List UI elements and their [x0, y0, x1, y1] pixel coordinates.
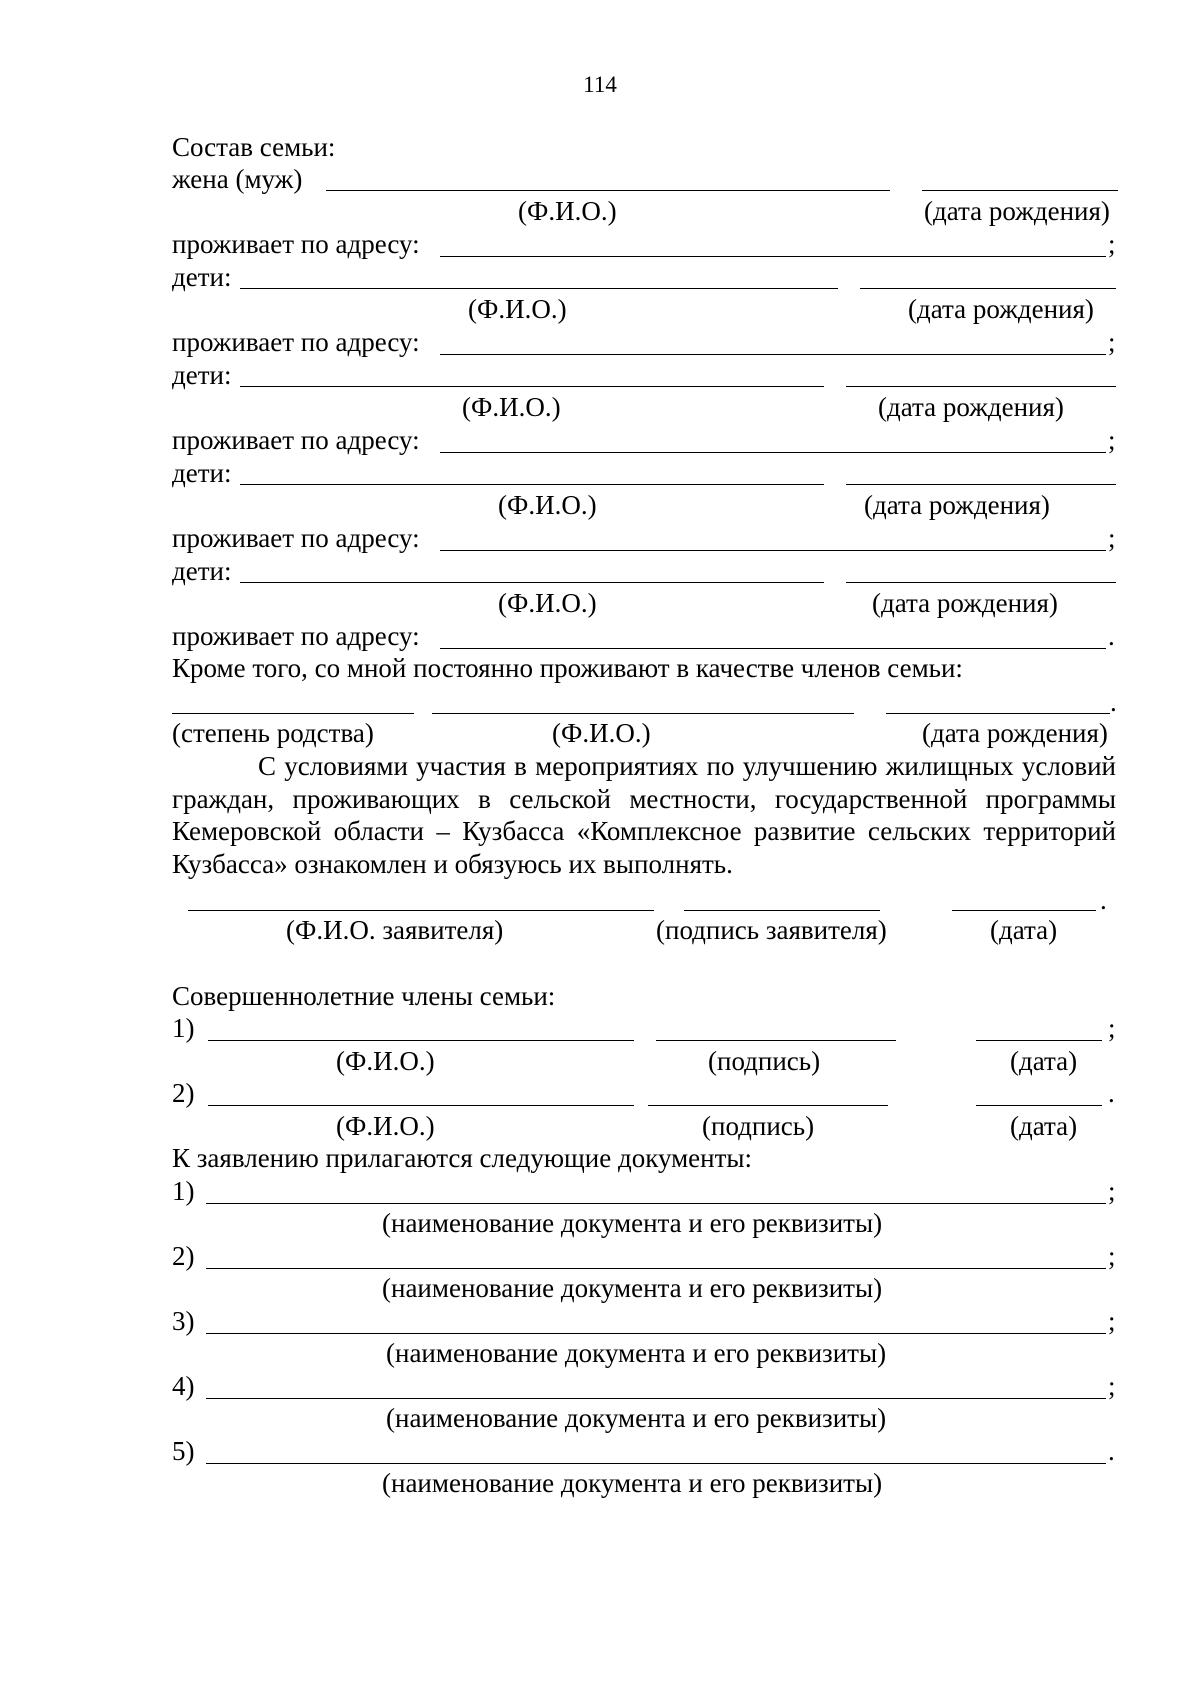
address-line[interactable]	[440, 648, 1106, 649]
child-fio-line[interactable]	[240, 582, 824, 583]
document-number: 4)	[172, 1371, 195, 1401]
dob-caption: (дата рождения)	[908, 294, 1094, 324]
children-label: дети:	[172, 458, 232, 488]
document-caption: (наименование документа и его реквизиты)	[382, 1468, 883, 1498]
document-line[interactable]	[206, 1268, 1106, 1269]
others-heading: Кроме того, со мной постоянно проживают в качестве членов семьи:	[172, 653, 963, 683]
signature-caption: (подпись)	[708, 1046, 821, 1076]
child-fio-line[interactable]	[240, 386, 824, 387]
dob-caption: (дата рождения)	[878, 392, 1064, 422]
relation-caption: (степень родства)	[172, 718, 374, 748]
document-line[interactable]	[206, 1463, 1106, 1464]
address-line[interactable]	[440, 550, 1106, 551]
fio-caption: (Ф.И.О.)	[498, 588, 597, 618]
statement-paragraph: С условиями участия в мероприятиях по улучшению жилищных условий граждан, проживающих в сельской местности, государственной программы Кемеровской области – Кузбасса «Комплексное развитие сельских территорий Кузбасса» ознакомлен и обязуюсь их выполнять.	[172, 751, 1116, 879]
child-fio-line[interactable]	[240, 484, 824, 485]
applicant-fio-line[interactable]	[188, 910, 654, 911]
fio-caption: (Ф.И.О.)	[498, 490, 597, 520]
child-dob-line[interactable]	[860, 288, 1116, 289]
address-line[interactable]	[440, 354, 1106, 355]
dob-caption: (дата рождения)	[872, 588, 1058, 618]
children-label: дети:	[172, 360, 232, 390]
semicolon: ;	[1108, 523, 1116, 553]
adult-signature-line[interactable]	[656, 1040, 896, 1041]
fio-caption: (Ф.И.О.)	[552, 718, 651, 748]
document-number: 5)	[172, 1436, 195, 1466]
document-line[interactable]	[206, 1203, 1106, 1204]
semicolon: ;	[1108, 425, 1116, 455]
date-caption: (дата)	[1010, 1111, 1078, 1141]
spouse-label: жена (муж)	[172, 164, 303, 194]
spouse-dob-line[interactable]	[922, 190, 1118, 191]
item-number: 2)	[172, 1078, 195, 1108]
child-dob-line[interactable]	[846, 582, 1116, 583]
fio-caption: (Ф.И.О.)	[468, 294, 567, 324]
family-heading: Состав семьи:	[172, 132, 336, 162]
semicolon: ;	[1108, 1371, 1116, 1401]
period: .	[1110, 687, 1117, 717]
semicolon: ;	[1108, 327, 1116, 357]
relation-line[interactable]	[172, 713, 414, 714]
address-label: проживает по адресу:	[172, 523, 420, 553]
documents-heading: К заявлению прилагаются следующие документы:	[172, 1143, 753, 1173]
applicant-signature-caption: (подпись заявителя)	[656, 915, 887, 945]
page-number: 114	[583, 72, 617, 97]
applicant-date-line[interactable]	[952, 910, 1096, 911]
period: .	[1108, 1436, 1115, 1466]
address-label: проживает по адресу:	[172, 229, 420, 259]
applicant-date-caption: (дата)	[990, 915, 1058, 945]
spouse-fio-line[interactable]	[326, 190, 890, 191]
document-caption: (наименование документа и его реквизиты)	[382, 1273, 883, 1303]
document-caption: (наименование документа и его реквизиты)	[386, 1403, 887, 1433]
document-line[interactable]	[206, 1398, 1106, 1399]
address-label: проживает по адресу:	[172, 621, 420, 651]
child-dob-line[interactable]	[846, 386, 1116, 387]
adult-signature-line[interactable]	[648, 1105, 888, 1106]
document-caption: (наименование документа и его реквизиты)	[386, 1338, 887, 1368]
signature-caption: (подпись)	[702, 1111, 815, 1141]
fio-caption: (Ф.И.О.)	[462, 392, 561, 422]
semicolon: ;	[1108, 1176, 1116, 1206]
document-number: 1)	[172, 1176, 195, 1206]
semicolon: ;	[1108, 1241, 1116, 1271]
fio-caption: (Ф.И.О.)	[518, 196, 617, 226]
others-fio-line[interactable]	[432, 713, 854, 714]
fio-caption: (Ф.И.О.)	[336, 1111, 435, 1141]
item-number: 1)	[172, 1013, 195, 1043]
semicolon: ;	[1108, 229, 1116, 259]
adult-date-line[interactable]	[976, 1105, 1102, 1106]
applicant-signature-line[interactable]	[684, 910, 880, 911]
child-dob-line[interactable]	[846, 484, 1116, 485]
period: .	[1108, 621, 1115, 651]
address-label: проживает по адресу:	[172, 425, 420, 455]
document-caption: (наименование документа и его реквизиты)	[382, 1208, 883, 1238]
adult-fio-line[interactable]	[208, 1040, 634, 1041]
address-label: проживает по адресу:	[172, 327, 420, 357]
adult-fio-line[interactable]	[208, 1105, 634, 1106]
children-label: дети:	[172, 262, 232, 292]
dob-caption: (дата рождения)	[924, 196, 1110, 226]
applicant-fio-caption: (Ф.И.О. заявителя)	[286, 915, 504, 945]
fio-caption: (Ф.И.О.)	[336, 1046, 435, 1076]
date-caption: (дата)	[1010, 1046, 1078, 1076]
dob-caption: (дата рождения)	[922, 718, 1108, 748]
period: .	[1108, 1078, 1115, 1108]
address-line[interactable]	[440, 256, 1106, 257]
children-label: дети:	[172, 556, 232, 586]
semicolon: ;	[1108, 1306, 1116, 1336]
period: .	[1100, 885, 1107, 915]
semicolon: ;	[1108, 1013, 1116, 1043]
child-fio-line[interactable]	[240, 288, 838, 289]
dob-caption: (дата рождения)	[864, 490, 1050, 520]
others-dob-line[interactable]	[886, 713, 1110, 714]
document-line[interactable]	[206, 1333, 1106, 1334]
document-number: 3)	[172, 1306, 195, 1336]
adult-date-line[interactable]	[976, 1040, 1102, 1041]
document-number: 2)	[172, 1241, 195, 1271]
adults-heading: Совершеннолетние члены семьи:	[172, 981, 556, 1011]
address-line[interactable]	[440, 452, 1106, 453]
